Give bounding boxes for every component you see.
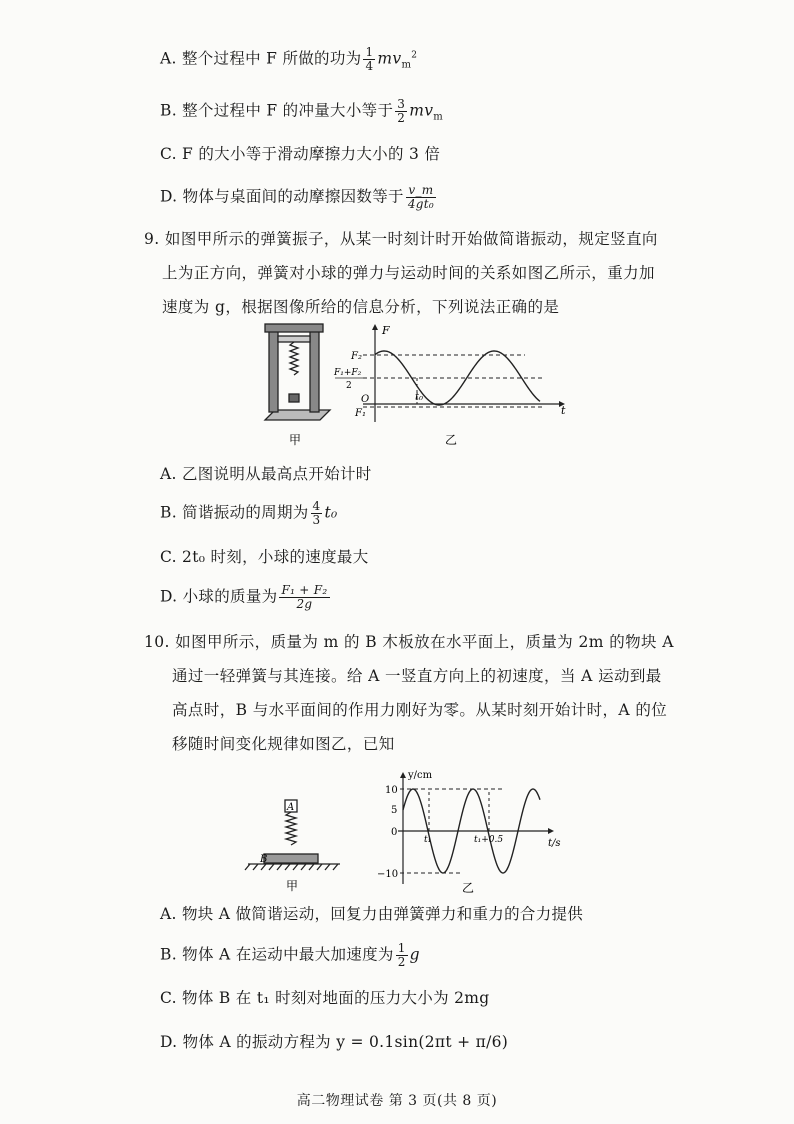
svg-text:F: F <box>382 324 390 337</box>
svg-text:F₂: F₂ <box>351 351 362 362</box>
q9-stem: 9. 如图甲所示的弹簧振子，从某一时刻计时开始做简谐振动，规定竖直向 上为正方向，弹簧对小球的弹力与运动时间的关系如图乙所示，重力加 速度为 g，根据图像所给的信息分析，下列说法正确的是 <box>144 230 658 316</box>
svg-text:t₀: t₀ <box>415 392 424 403</box>
q9-option-a: A. 乙图说明从最高点开始计时 <box>160 465 372 483</box>
svg-text:B: B <box>260 854 268 865</box>
fraction: $\frac{v\_m}{\text{4gt₀}}$ <box>407 183 434 211</box>
q8-option-a: A. 整个过程中 F 所做的功为 $\frac{1}{4}$ $mv_m^2$ <box>160 45 418 73</box>
svg-text:F₁+F₂: F₁+F₂ <box>334 368 362 378</box>
q10-label-jia: 甲 <box>286 879 299 893</box>
q8-option-b: B. 整个过程中 F 的冲量大小等于 $\frac{3}{2}$ $mv_m$ <box>160 97 444 125</box>
svg-text:t₁: t₁ <box>424 835 432 845</box>
q9-label-yi: 乙 <box>445 433 458 447</box>
q10-figure <box>240 762 580 897</box>
page-footer: 高二物理试卷 第 3 页(共 8 页) <box>296 1093 498 1109</box>
force-time-graph <box>363 324 565 422</box>
svg-text:A: A <box>287 802 295 813</box>
q8-option-d: D. 物体与桌面间的动摩擦因数等于 $\frac{v\_m}{\text{4gt₀}}$ <box>160 183 434 211</box>
svg-text:y/cm: y/cm <box>408 770 433 781</box>
fraction: $\frac{3}{2}$ <box>397 97 406 125</box>
displacement-time-graph <box>398 772 554 884</box>
q8-option-a-text: A. 整个过程中 F 所做的功为 <box>160 49 362 68</box>
q10-option-d: D. 物体 A 的振动方程为 y = 0.1sin(2πt + π/6) <box>160 1033 509 1051</box>
q10-option-c: C. 物体 B 在 t₁ 时刻对地面的压力大小为 2mg <box>160 989 490 1007</box>
svg-text:5: 5 <box>391 805 398 816</box>
q10-stem: 10. 如图甲所示，质量为 m 的 B 木板放在水平面上，质量为 2m 的物块 A 通过一轻弹簧与其连接。给 A 一竖直方向上的初速度，当 A 运动到最 高点时，B 与水平面间的作用力刚好为零。从某时刻开始计时，A 的位 移随时间变化规律如图乙，已知 <box>144 633 674 753</box>
fraction: $\frac{\text{F₁ + F₂}}{2g}$ <box>281 583 328 611</box>
fraction: $\frac{1}{4}$ <box>365 45 374 73</box>
q9-option-d: D. 小球的质量为 $\frac{\text{F₁ + F₂}}{2g}$ <box>160 583 328 611</box>
svg-text:0: 0 <box>391 827 398 838</box>
spring-oscillator-drawing <box>265 324 330 420</box>
q9-label-jia: 甲 <box>289 433 302 447</box>
fraction: $\frac{1}{2}$ <box>397 941 406 969</box>
q9-option-b: B. 简谐振动的周期为 $\frac{4}{3}$ t₀ <box>160 499 338 527</box>
q9-figure <box>255 322 575 452</box>
svg-text:2: 2 <box>346 381 352 391</box>
svg-text:t: t <box>561 404 566 417</box>
svg-text:O: O <box>361 394 370 405</box>
q9-option-c: C. 2t₀ 时刻，小球的速度最大 <box>160 548 369 566</box>
svg-text:t/s: t/s <box>548 838 561 849</box>
q10-label-yi: 乙 <box>462 881 475 895</box>
q10-option-a: A. 物块 A 做简谐运动，回复力由弹簧弹力和重力的合力提供 <box>160 905 584 923</box>
fraction: $\frac{4}{3}$ <box>312 499 321 527</box>
svg-text:F₁: F₁ <box>355 408 366 419</box>
q8-option-c: C. F 的大小等于滑动摩擦力大小的 3 倍 <box>160 145 441 163</box>
svg-text:−10: −10 <box>377 869 399 880</box>
svg-text:10: 10 <box>385 785 398 796</box>
svg-text:t₁+0.5: t₁+0.5 <box>474 835 504 845</box>
q10-option-b: B. 物体 A 在运动中最大加速度为 $\frac{1}{2}$ g <box>160 941 420 969</box>
